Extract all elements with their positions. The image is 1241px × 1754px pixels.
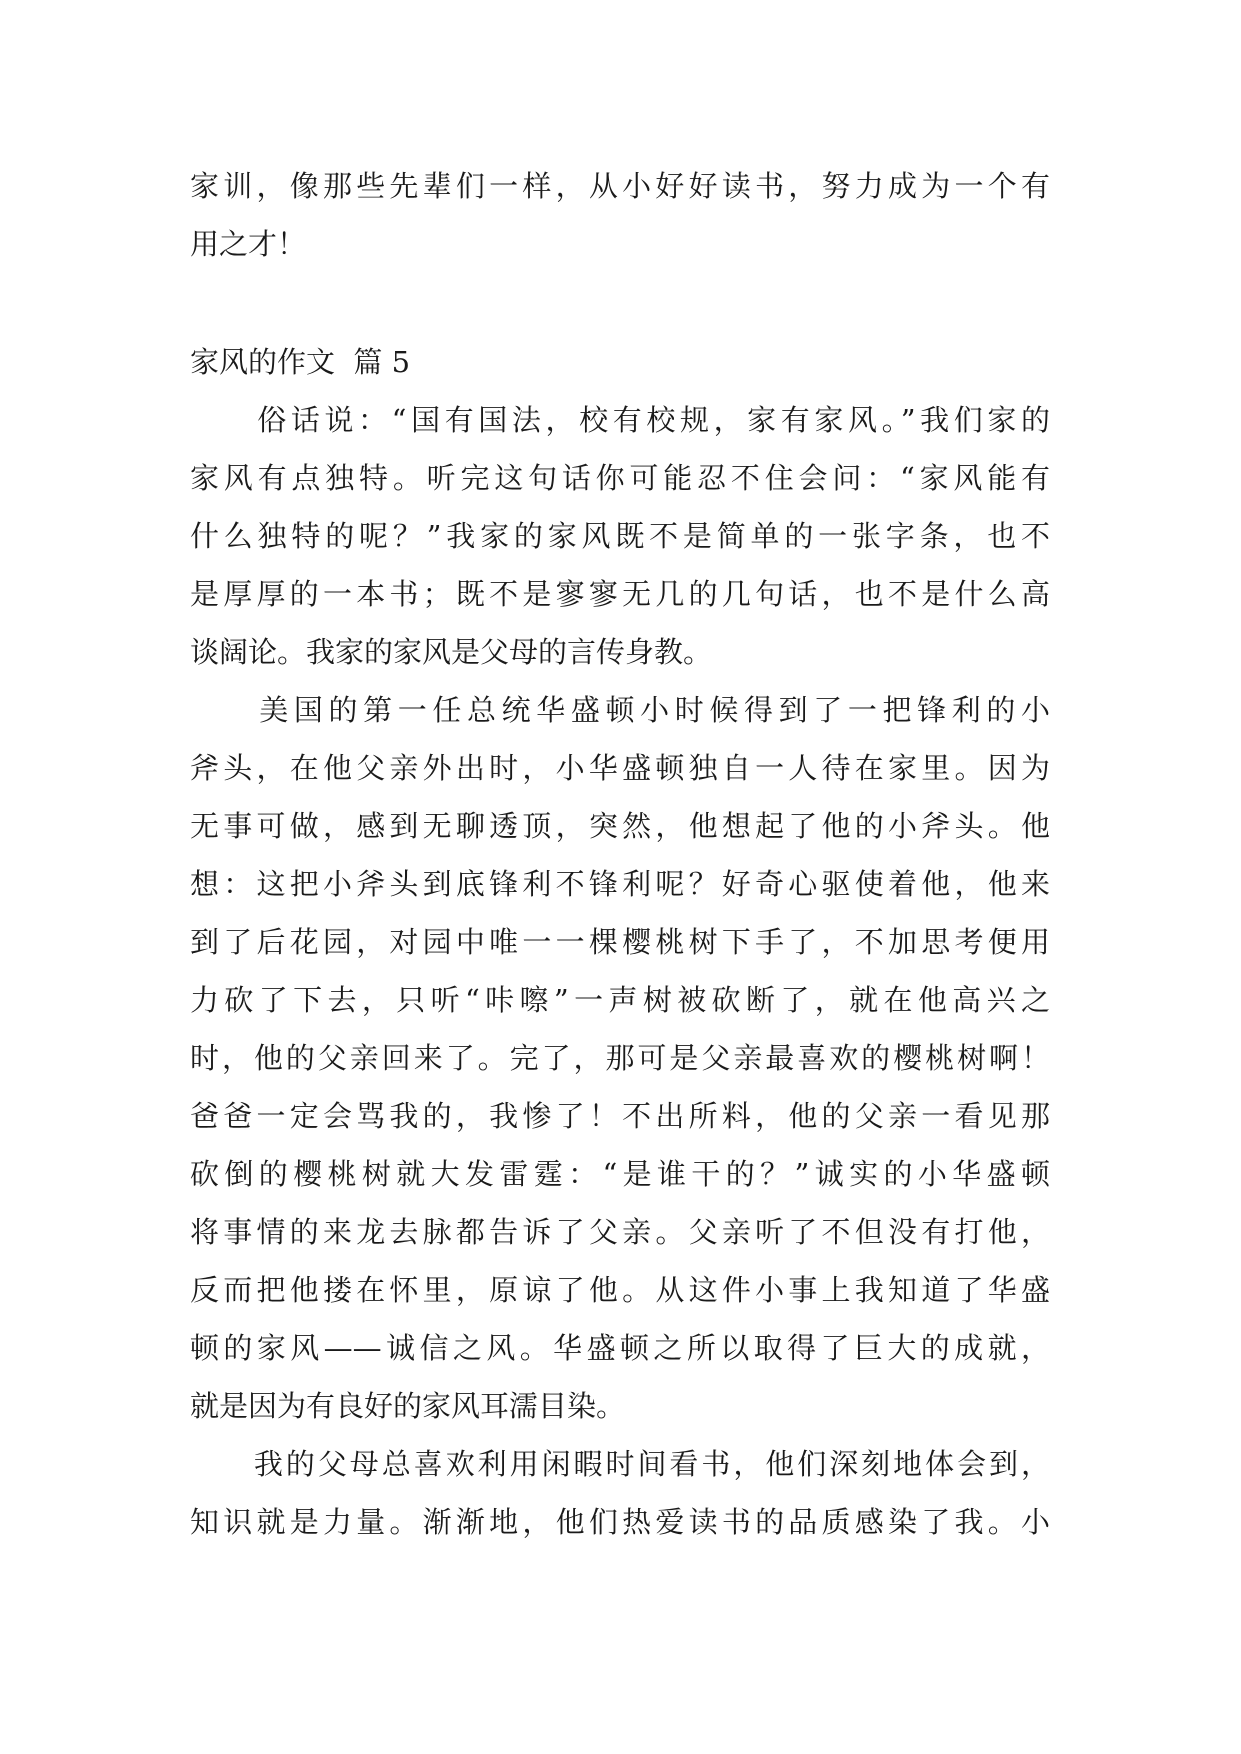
paragraph-line: 无事可做，感到无聊透顶，突然，他想起了他的小斧头。他 (190, 809, 1050, 843)
paragraph-line: 家风有点独特。听完这句话你可能忍不住会问：“家风能有 (190, 461, 1050, 495)
paragraph-line: 什么独特的呢？”我家的家风既不是简单的一张字条，也不 (190, 519, 1050, 553)
section-heading: 家风的作文 篇 5 (190, 345, 411, 379)
paragraph-line: 时，他的父亲回来了。完了，那可是父亲最喜欢的樱桃树啊！ (190, 1041, 1050, 1075)
paragraph-line: 是厚厚的一本书；既不是寥寥无几的几句话，也不是什么高 (190, 577, 1050, 611)
paragraph-line: 反而把他搂在怀里，原谅了他。从这件小事上我知道了华盛 (190, 1273, 1050, 1307)
paragraph-line: 俗话说：“国有国法，校有校规，家有家风。”我们家的 (190, 403, 1050, 437)
text-line: 家训，像那些先辈们一样，从小好好读书，努力成为一个有 (190, 169, 1050, 203)
paragraph-line: 爸爸一定会骂我的，我惨了！不出所料，他的父亲一看见那 (190, 1099, 1050, 1133)
paragraph-line: 知识就是力量。渐渐地，他们热爱读书的品质感染了我。小 (190, 1505, 1050, 1539)
paragraph-line: 谈阔论。我家的家风是父母的言传身教。 (190, 635, 713, 669)
text-line: 用之才！ (190, 227, 307, 261)
paragraph-line: 想：这把小斧头到底锋利不锋利呢？好奇心驱使着他，他来 (190, 867, 1050, 901)
paragraph-line: 力砍了下去，只听“咔嚓”一声树被砍断了，就在他高兴之 (190, 983, 1050, 1017)
paragraph-line: 砍倒的樱桃树就大发雷霆：“是谁干的？”诚实的小华盛顿 (190, 1157, 1050, 1191)
paragraph-line: 美国的第一任总统华盛顿小时候得到了一把锋利的小 (190, 693, 1050, 727)
paragraph-line: 斧头，在他父亲外出时，小华盛顿独自一人待在家里。因为 (190, 751, 1050, 785)
paragraph-line: 到了后花园，对园中唯一一棵樱桃树下手了，不加思考便用 (190, 925, 1050, 959)
paragraph-line: 将事情的来龙去脉都告诉了父亲。父亲听了不但没有打他， (190, 1215, 1050, 1249)
paragraph-line: 顿的家风——诚信之风。华盛顿之所以取得了巨大的成就， (190, 1331, 1050, 1365)
paragraph-line: 我的父母总喜欢利用闲暇时间看书，他们深刻地体会到， (190, 1447, 1050, 1481)
paragraph-line: 就是因为有良好的家风耳濡目染。 (190, 1389, 626, 1423)
